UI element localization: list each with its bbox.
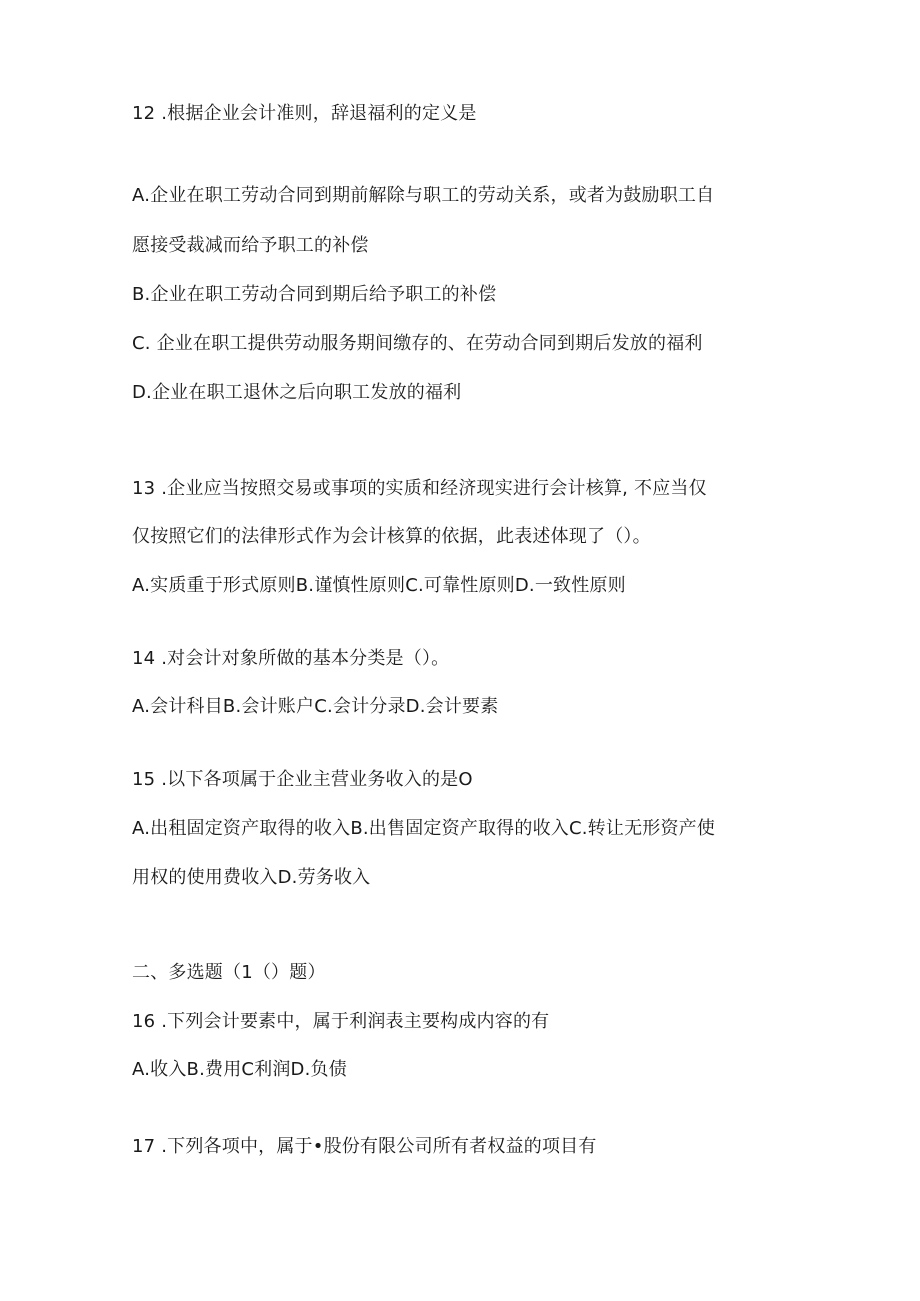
question-17-text: 17 .下列各项中，属于•股份有限公司所有者权益的项目有: [132, 1136, 597, 1157]
question-15-options: A.出租固定资产取得的收入B.出售固定资产取得的收入C.转让无形资产使: [132, 818, 716, 839]
question-12-option-a-cont: 愿接受裁减而给予职工的补偿: [132, 235, 369, 256]
question-15-text: 15 .以下各项属于企业主营业务收入的是O: [132, 769, 473, 790]
question-12-option-b: B.企业在职工劳动合同到期后给予职工的补偿: [132, 284, 497, 305]
question-12-option-a: A.企业在职工劳动合同到期前解除与职工的劳动关系，或者为鼓励职工自: [132, 185, 715, 206]
question-14-options: A.会计科目B.会计账户C.会计分录D.会计要素: [132, 696, 499, 717]
question-12-text: 12 .根据企业会计准则，辞退福利的定义是: [132, 103, 477, 124]
question-12-option-d: D.企业在职工退休之后向职工发放的福利: [132, 382, 462, 403]
section-two-heading: 二、多选题（1（）题）: [132, 962, 326, 983]
question-13-text: 13 .企业应当按照交易或事项的实质和经济现实进行会计核算, 不应当仅: [132, 478, 707, 499]
question-12-option-c: C. 企业在职工提供劳动服务期间缴存的、在劳动合同到期后发放的福利: [132, 333, 703, 354]
question-14-text: 14 .对会计对象所做的基本分类是（）。: [132, 648, 450, 669]
question-15-options-cont: 用权的使用费收入D.劳务收入: [132, 867, 371, 888]
question-13-options: A.实质重于形式原则B.谨慎性原则C.可靠性原则D.一致性原则: [132, 575, 626, 596]
question-16-options: A.收入B.费用C利润D.负债: [132, 1059, 347, 1080]
question-16-text: 16 .下列会计要素中，属于利润表主要构成内容的有: [132, 1011, 550, 1032]
question-13-text-cont: 仅按照它们的法律形式作为会计核算的依据，此表述体现了（）。: [132, 526, 651, 547]
